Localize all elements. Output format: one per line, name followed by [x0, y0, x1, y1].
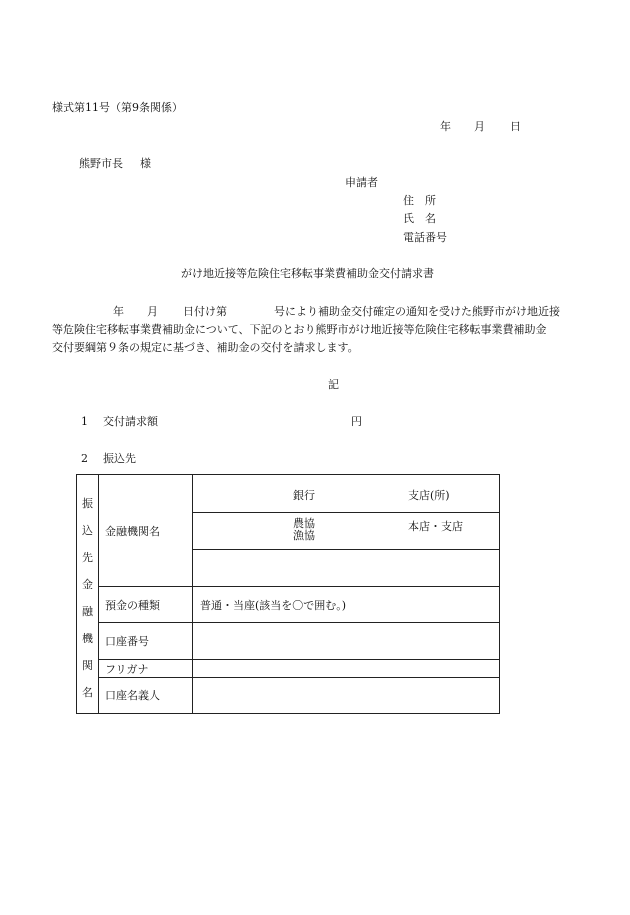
deposit-type-cell[interactable] — [193, 587, 500, 623]
account-number-label: 口座番号 — [105, 635, 149, 649]
addressee-name: 熊野市長 — [79, 157, 123, 170]
vertical-char: 名 — [82, 686, 93, 699]
bank-suffix: 銀行 — [293, 488, 315, 502]
document-title: がけ地近接等危険住宅移転事業費補助金交付請求書 — [181, 267, 434, 280]
applicant-phone-label: 電話番号 — [403, 231, 447, 244]
account-holder-label-cell — [99, 677, 193, 713]
date-year: 年 — [440, 120, 451, 133]
applicant-label: 申請者 — [345, 176, 378, 189]
account-holder-cell[interactable] — [193, 677, 500, 713]
furigana-cell[interactable] — [193, 660, 500, 678]
deposit-type-value: 普通・当座(該当を〇で囲む。) — [200, 598, 347, 612]
item2-label: 振込先 — [103, 452, 136, 465]
body-month: 月 — [147, 305, 158, 318]
date-month: 月 — [474, 120, 485, 133]
applicant-name-label: 氏 名 — [403, 212, 436, 225]
body-day-ref: 日付け第 — [183, 305, 227, 318]
furigana-label: フリガナ — [105, 662, 149, 676]
body-year: 年 — [113, 305, 124, 318]
institution-label-cell — [99, 475, 193, 587]
ki-heading: 記 — [328, 378, 339, 391]
institution-label: 金融機関名 — [105, 524, 160, 538]
vertical-char: 先 — [82, 551, 93, 564]
item2-number: 2 — [81, 452, 88, 465]
account-number-cell[interactable] — [193, 623, 500, 660]
body-line3: 交付要綱第９条の規定に基づき、補助金の交付を請求します。 — [52, 341, 359, 354]
honten-shiten-label: 本店・支店 — [408, 519, 463, 533]
date-day: 日 — [510, 120, 521, 133]
item1-label: 交付請求額 — [103, 415, 158, 428]
deposit-type-label-cell — [99, 587, 193, 623]
nokyo-label: 農協 — [293, 516, 315, 530]
applicant-address-label: 住 所 — [403, 194, 436, 207]
account-holder-label: 口座名義人 — [105, 689, 160, 703]
vertical-char: 融 — [82, 605, 93, 618]
furigana-label-cell — [99, 660, 193, 678]
vertical-char: 込 — [82, 524, 93, 537]
item1-number: 1 — [81, 415, 88, 428]
vertical-char: 関 — [82, 659, 93, 672]
institution-blank-cell[interactable] — [193, 550, 500, 587]
account-number-label-cell — [99, 623, 193, 660]
item1-unit: 円 — [351, 415, 362, 428]
gyokyo-label: 漁協 — [293, 528, 315, 542]
vertical-char: 振 — [82, 497, 93, 510]
form-number: 様式第11号（第9条関係） — [52, 101, 183, 114]
deposit-type-label: 預金の種類 — [105, 598, 160, 612]
branch-suffix: 支店(所) — [408, 488, 450, 502]
addressee-honorific: 様 — [140, 157, 151, 170]
vertical-char: 機 — [82, 632, 93, 645]
cooperative-cell[interactable] — [193, 513, 500, 550]
body-line2: 等危険住宅移転事業費補助金について、下記のとおり熊野市がけ地近接等危険住宅移転事業費補助金 — [52, 323, 547, 336]
vertical-header-cell — [77, 475, 99, 714]
bank-account-table — [76, 474, 500, 714]
bank-name-cell[interactable] — [193, 475, 500, 513]
body-line1-rest: 号により補助金交付確定の通知を受けた熊野市がけ地近接 — [274, 305, 560, 318]
vertical-char: 金 — [82, 578, 93, 591]
vertical-header — [77, 475, 98, 713]
